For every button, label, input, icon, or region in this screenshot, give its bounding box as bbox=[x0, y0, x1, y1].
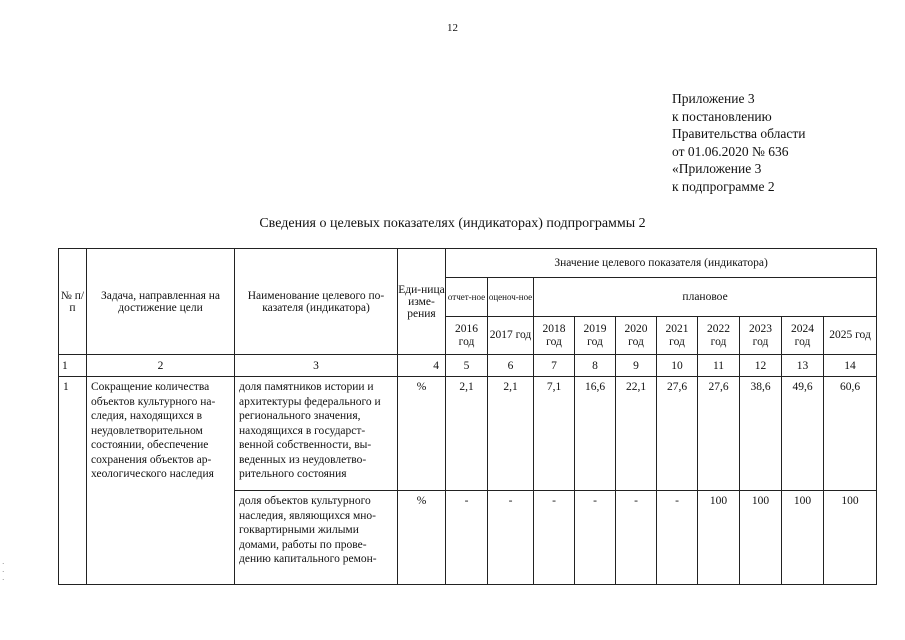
header-planned: плановое bbox=[534, 278, 877, 317]
appendix-line: к постановлению bbox=[672, 108, 772, 124]
value-cell: - bbox=[488, 491, 534, 585]
appendix-line: Правительства области bbox=[672, 126, 806, 141]
header-estimated: оценоч-ное bbox=[488, 278, 534, 317]
value-cell: 2,1 bbox=[446, 377, 488, 491]
column-number: 7 bbox=[534, 355, 575, 377]
column-number: 6 bbox=[488, 355, 534, 377]
value-cell: 60,6 bbox=[824, 377, 877, 491]
header-year: 2022 год bbox=[698, 317, 740, 355]
value-cell: - bbox=[446, 491, 488, 585]
value-cell: 100 bbox=[698, 491, 740, 585]
header-year: 2016 год bbox=[446, 317, 488, 355]
value-cell: 38,6 bbox=[740, 377, 782, 491]
value-cell: 27,6 bbox=[698, 377, 740, 491]
column-number: 5 bbox=[446, 355, 488, 377]
header-unit: Еди-ница изме-рения bbox=[398, 249, 446, 355]
value-cell: 2,1 bbox=[488, 377, 534, 491]
header-year: 2024 год bbox=[782, 317, 824, 355]
column-number: 13 bbox=[782, 355, 824, 377]
column-number: 1 bbox=[59, 355, 87, 377]
value-cell: 27,6 bbox=[657, 377, 698, 491]
column-number: 14 bbox=[824, 355, 877, 377]
appendix-line: Приложение 3 bbox=[672, 91, 755, 106]
value-cell: 16,6 bbox=[575, 377, 616, 491]
unit-cell: % bbox=[398, 377, 446, 491]
header-year: 2018 год bbox=[534, 317, 575, 355]
value-cell: 7,1 bbox=[534, 377, 575, 491]
value-cell: - bbox=[616, 491, 657, 585]
indicator-cell: доля памятников истории и архитектуры федерального и регионального значения, находящихся в государст-венной собственности, вы-веденных из неудовлетво-рительного состояния bbox=[235, 377, 398, 491]
appendix-line: «Приложение 3 bbox=[672, 161, 762, 176]
value-cell: - bbox=[657, 491, 698, 585]
header-value-group: Значение целевого показателя (индикатора) bbox=[446, 249, 877, 278]
indicator-cell bbox=[235, 491, 398, 585]
column-number: 8 bbox=[575, 355, 616, 377]
column-number: 11 bbox=[698, 355, 740, 377]
appendix-block bbox=[672, 90, 805, 195]
header-year: 2021 год bbox=[657, 317, 698, 355]
value-cell: 100 bbox=[740, 491, 782, 585]
appendix-line: к подпрограмме 2 bbox=[672, 178, 775, 194]
header-row bbox=[59, 249, 877, 278]
header-year: 2017 год bbox=[488, 317, 534, 355]
indicators-table bbox=[58, 248, 877, 585]
value-cell: 22,1 bbox=[616, 377, 657, 491]
value-cell: 100 bbox=[824, 491, 877, 585]
header-indicator: Наименование целевого по-казателя (индикатора) bbox=[235, 249, 398, 355]
indicator-text: доля объектов культурного наследия, являющихся мно-гоквартирными жилыми домами, работы по прове-дению капитального ремон- bbox=[239, 495, 377, 565]
value-cell: 100 bbox=[782, 491, 824, 585]
header-year: 2025 год bbox=[824, 317, 877, 355]
task-cell: Сокращение количества объектов культурного на-следия, находящихся в неудовлетворительном состоянии, обеспечение сохранения объектов ар-хеологического наследия bbox=[87, 377, 235, 585]
header-reported: отчет-ное bbox=[446, 278, 488, 317]
value-cell: 49,6 bbox=[782, 377, 824, 491]
column-number: 3 bbox=[235, 355, 398, 377]
scan-margin-marks: · · · bbox=[2, 560, 5, 584]
column-number-row bbox=[59, 355, 877, 377]
table-row bbox=[59, 377, 877, 491]
header-year: 2023 год bbox=[740, 317, 782, 355]
header-task: Задача, направленная на достижение цели bbox=[87, 249, 235, 355]
row-num: 1 bbox=[59, 377, 87, 585]
unit-cell: % bbox=[398, 491, 446, 585]
header-year: 2020 год bbox=[616, 317, 657, 355]
column-number: 9 bbox=[616, 355, 657, 377]
column-number: 4 bbox=[398, 355, 446, 377]
value-cell: - bbox=[534, 491, 575, 585]
header-year: 2019 год bbox=[575, 317, 616, 355]
column-number: 10 bbox=[657, 355, 698, 377]
page-number: 12 bbox=[447, 22, 458, 34]
header-num: № п/п bbox=[59, 249, 87, 355]
column-number: 12 bbox=[740, 355, 782, 377]
appendix-line: от 01.06.2020 № 636 bbox=[672, 143, 789, 159]
value-cell: - bbox=[575, 491, 616, 585]
column-number: 2 bbox=[87, 355, 235, 377]
document-title: Сведения о целевых показателях (индикаторах) подпрограммы 2 bbox=[259, 216, 646, 231]
